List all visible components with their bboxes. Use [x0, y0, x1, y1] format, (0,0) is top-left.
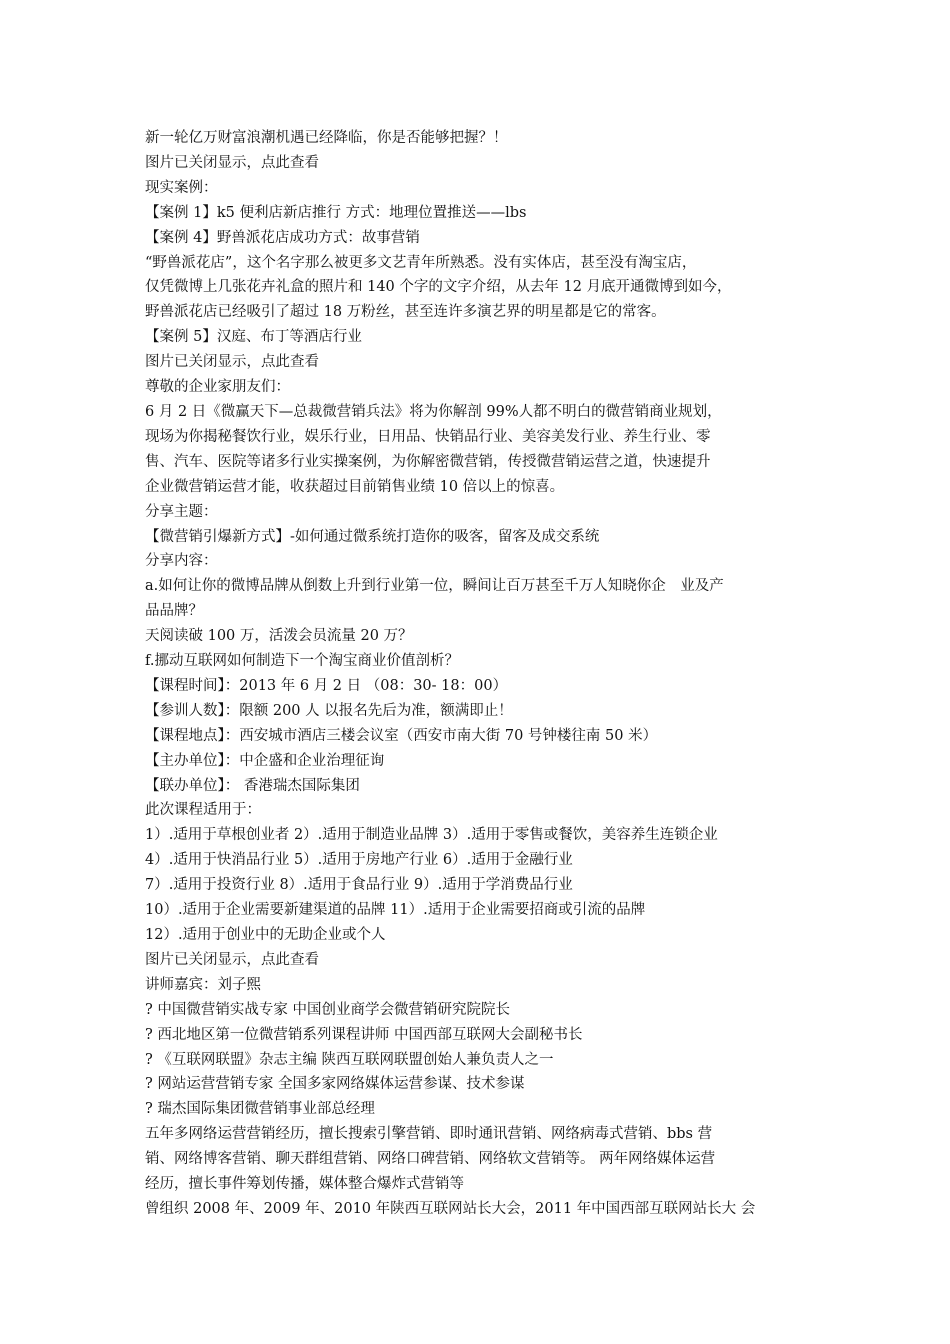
- text-line: 7）.适用于投资行业 8）.适用于食品行业 9）.适用于学消费品行业: [145, 877, 573, 894]
- text-line: 野兽派花店已经吸引了超过 18 万粉丝，甚至连许多演艺界的明星都是它的常客。: [145, 304, 666, 321]
- text-line: 【课程地点】：西安城市酒店三楼会议室（西安市南大街 70 号钟楼往南 50 米）: [145, 727, 658, 744]
- text-line: “野兽派花店”，这个名字那么被更多文艺青年所熟悉。没有实体店，甚至没有淘宝店，: [145, 254, 697, 271]
- text-line: 经历，擅长事件筹划传播，媒体整合爆炸式营销等: [145, 1176, 464, 1193]
- text-line: 【课程时间】：2013 年 6 月 2 日 （08：30- 18：00）: [145, 677, 508, 694]
- image-hidden-link[interactable]: 图片已关闭显示，点此查看: [145, 951, 319, 968]
- text-line: 分享内容：: [145, 553, 218, 570]
- text-line: 五年多网络运营营销经历，擅长搜索引擎营销、即时通讯营销、网络病毒式营销、bbs 营: [145, 1126, 713, 1143]
- text-line: 12）.适用于创业中的无助企业或个人: [145, 927, 386, 943]
- text-line: 【微营销引爆新方式】-如何通过微系统打造你的吸客，留客及成交系统: [145, 528, 600, 545]
- text-line: 4）.适用于快消品行业 5）.适用于房地产行业 6）.适用于金融行业: [145, 852, 573, 869]
- text-line: 新一轮亿万财富浪潮机遇已经降临，你是否能够把握？！: [145, 130, 508, 146]
- text-line: 【联办单位】： 香港瑞杰国际集团: [145, 777, 360, 794]
- text-line: 【主办单位】：中企盛和企业治理征询: [145, 752, 385, 769]
- text-line: 售、汽车、医院等诸多行业实操案例，为你解密微营销，传授微营销运营之道，快速提升: [145, 453, 711, 470]
- text-line: ? 网站运营营销专家 全国多家网络媒体运营参谋、技术参谋: [145, 1076, 525, 1093]
- text-line: 1）.适用于草根创业者 2）.适用于制造业品牌 3）.适用于零售或餐饮，美容养生连锁企业: [145, 827, 718, 844]
- text-line: 10）.适用于企业需要新建渠道的品牌 11）.适用于企业需要招商或引流的品牌: [145, 902, 646, 919]
- image-hidden-link[interactable]: 图片已关闭显示，点此查看: [145, 354, 319, 371]
- text-line: 曾组织 2008 年、2009 年、2010 年陕西互联网站长大会，2011 年中国西部互联网站长大 会: [145, 1200, 756, 1217]
- text-line: 讲师嘉宾：刘子熙: [145, 976, 261, 993]
- document-page: [145, 126, 813, 1222]
- text-line: ? 中国微营销实战专家 中国创业商学会微营销研究院院长: [145, 1001, 510, 1018]
- text-line: a.如何让你的微博品牌从倒数上升到行业第一位，瞬间让百万甚至千万人知晓你企 业及产: [145, 578, 724, 595]
- text-line: 【案例 4】野兽派花店成功方式：故事营销: [145, 229, 420, 246]
- text-line: 【案例 1】k5 便利店新店推行 方式：地理位置推送——lbs: [145, 204, 527, 221]
- text-line: 【案例 5】汉庭、布丁等酒店行业: [145, 329, 362, 346]
- text-line: 此次课程适用于：: [145, 802, 261, 819]
- text-line: 销、网络博客营销、聊天群组营销、网络口碑营销、网络软文营销等。 两年网络媒体运营: [145, 1151, 716, 1168]
- text-line: 6 月 2 日《微赢天下—总裁微营销兵法》将为你解剖 99%人都不明白的微营销商业规划，: [145, 403, 722, 420]
- text-line: 【参训人数】：限额 200 人 以报名先后为准，额满即止！: [145, 702, 513, 719]
- text-line: 现场为你揭秘餐饮行业，娱乐行业，日用品、快销品行业、美容美发行业、养生行业、零: [145, 428, 711, 445]
- text-line: 现实案例：: [145, 179, 218, 196]
- text-line: 尊敬的企业家朋友们：: [145, 379, 290, 396]
- text-line: f.挪动互联网如何制造下一个淘宝商业价值剖析？: [145, 653, 459, 670]
- text-line: 企业微营销运营才能，收获超过目前销售业绩 10 倍以上的惊喜。: [145, 478, 565, 495]
- text-line: ? 《互联网联盟》杂志主编 陕西互联网联盟创始人兼负责人之一: [145, 1051, 554, 1068]
- text-line: 品品牌？: [145, 603, 203, 620]
- text-line: ? 瑞杰国际集团微营销事业部总经理: [145, 1101, 375, 1118]
- text-line: 天阅读破 100 万，活泼会员流量 20 万？: [145, 628, 413, 645]
- text-line: ? 西北地区第一位微营销系列课程讲师 中国西部互联网大会副秘书长: [145, 1026, 583, 1043]
- image-hidden-link[interactable]: 图片已关闭显示，点此查看: [145, 154, 319, 171]
- text-line: 分享主题：: [145, 503, 218, 520]
- text-line: 仅凭微博上几张花卉礼盒的照片和 140 个字的文字介绍，从去年 12 月底开通微博到如今，: [145, 279, 732, 296]
